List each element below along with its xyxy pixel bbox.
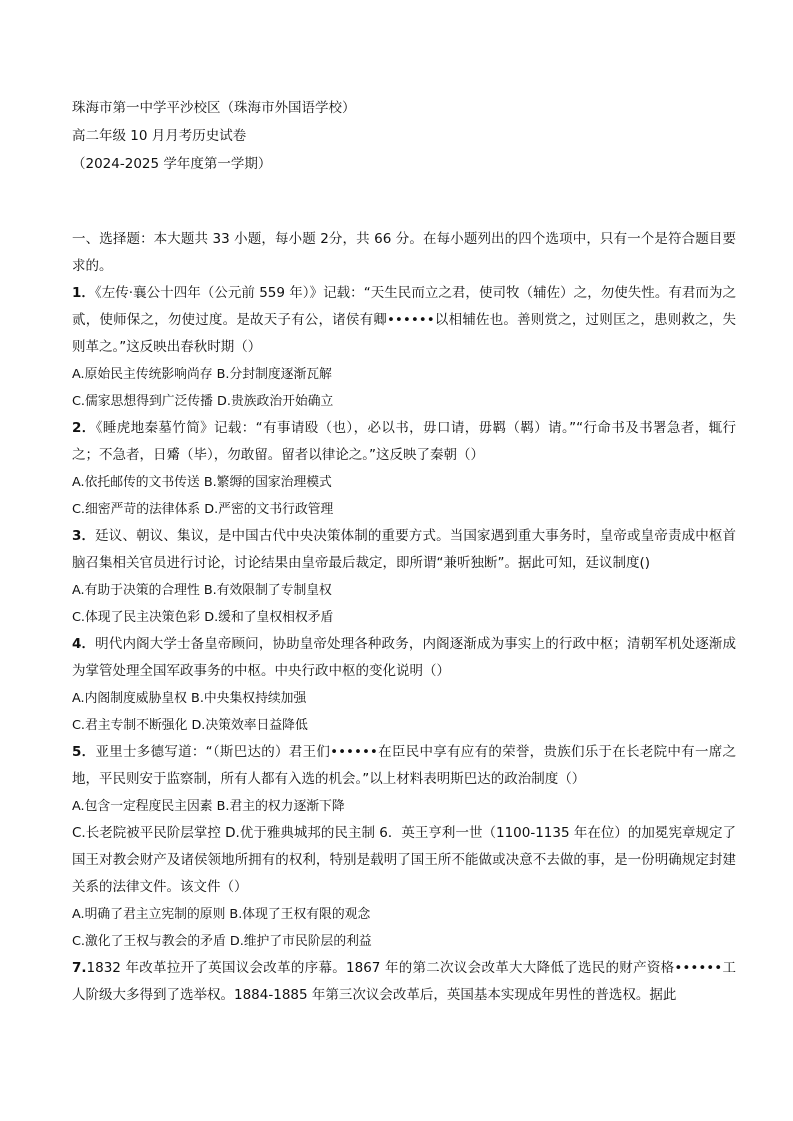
question-stem: 明代内阁大学士备皇帝顾问，协助皇帝处理各种政务，内阁逐渐成为事实上的行政中枢；清朝军机处逐渐成为掌管处理全国军政事务的中枢。中央行政中枢的变化说明（） [72, 636, 736, 679]
question-number: 2． [72, 420, 96, 436]
question-3 [72, 523, 736, 577]
exam-title: 高二年级 10 月月考历史试卷 [72, 128, 247, 144]
question-2-options-row-1: A.依托邮传的文书传送 B.繁缛的国家治理模式 [72, 475, 332, 490]
question-1 [72, 280, 736, 361]
question-2 [72, 415, 736, 469]
question-number: 7. [72, 960, 87, 976]
school-name: 珠海市第一中学平沙校区（珠海市外国语学校） [72, 100, 356, 116]
question-7 [72, 955, 736, 1009]
question-5 [72, 739, 736, 793]
question-stem: 《睡虎地秦墓竹简》记载：“有事请殴（也），必以书，毋口请，毋羁（羁）请。”“行命书及书署急者，辄行之；不急者，日觱（毕），勿敢留。留者以律论之。”这反映了秦朝（） [72, 420, 736, 463]
question-stem: 《左传·襄公十四年（公元前 559 年）》记载：“天生民而立之君，使司牧（辅佐）之，勿使失性。有君而为之贰，使师保之，勿使过度。是故天子有公，诸侯有卿••••••以相辅佐也。善则赏之，过则匡之，患则救之，失则革之。”这反映出春秋时期（） [72, 285, 736, 355]
exam-term: （2024-2025 学年度第一学期） [72, 156, 272, 172]
question-stem: 1832 年改革拉开了英国议会改革的序幕。1867 年的第二次议会改革大大降低了选民的财产资格••••••工人阶级大多得到了选举权。1884-1885 年第三次议会改革后，英国基本实现成年男性的普选权。据此 [72, 960, 736, 1003]
question-6-options-row-1: A.明确了君主立宪制的原则 B.体现了王权有限的观念 [72, 907, 371, 922]
question-2-options-row-2: C.细密严苛的法律体系 D.严密的文书行政管理 [72, 502, 334, 517]
question-4-options-row-1: A.内阁制度威胁皇权 B.中央集权持续加强 [72, 691, 307, 706]
question-number: 1． [72, 285, 95, 301]
question-number: 5． [72, 744, 96, 760]
question-4-options-row-2: C.君主专制不断强化 D.决策效率日益降低 [72, 718, 308, 733]
question-1-options-row-1: A.原始民主传统影响尚存 B.分封制度逐渐瓦解 [72, 367, 332, 382]
question-6-options-row-2: C.激化了王权与教会的矛盾 D.维护了市民阶层的利益 [72, 934, 372, 949]
question-stem: 亚里士多德写道：“（斯巴达的）君王们••••••在臣民中享有应有的荣誉，贵族们乐于在长老院中有一席之地，平民则安于监察制，所有人都有入选的机会。”以上材料表明斯巴达的政治制度（） [72, 744, 736, 787]
question-1-options-row-2: C.儒家思想得到广泛传播 D.贵族政治开始确立 [72, 394, 334, 409]
exam-content [72, 226, 736, 1009]
question-3-options-row-1: A.有助于决策的合理性 B.有效限制了专制皇权 [72, 583, 332, 598]
question-number: 4． [72, 636, 96, 652]
question-stem: 廷议、朝议、集议，是中国古代中央决策体制的重要方式。当国家遇到重大事务时，皇帝或皇帝责成中枢首脑召集相关官员进行讨论，讨论结果由皇帝最后裁定，即所谓“兼听独断”。据此可知，廷议制度() [72, 528, 736, 571]
question-5-options-row-1: A.包含一定程度民主因素 B.君主的权力逐渐下降 [72, 799, 345, 814]
exam-header [72, 94, 356, 178]
question-5-options-row-2-and-question-6: C.长老院被平民阶层掌控 D.优于雅典城邦的民主制 6．英王亨利一世（1100-1135 年在位）的加冕宪章规定了国王对教会财产及诸侯领地所拥有的权利，特别是载明了国王所不能做或决意不去做的事，是一份明确规定封建关系的法律文件。该文件（） [72, 825, 736, 895]
question-4 [72, 631, 736, 685]
question-number: 3． [72, 528, 96, 544]
section-instructions: 一、选择题：本大题共 33 小题，每小题 2分，共 66 分。在每小题列出的四个选项中，只有一个是符合题目要求的。 [72, 231, 736, 274]
question-3-options-row-2: C.体现了民主决策色彩 D.缓和了皇权相权矛盾 [72, 610, 334, 625]
